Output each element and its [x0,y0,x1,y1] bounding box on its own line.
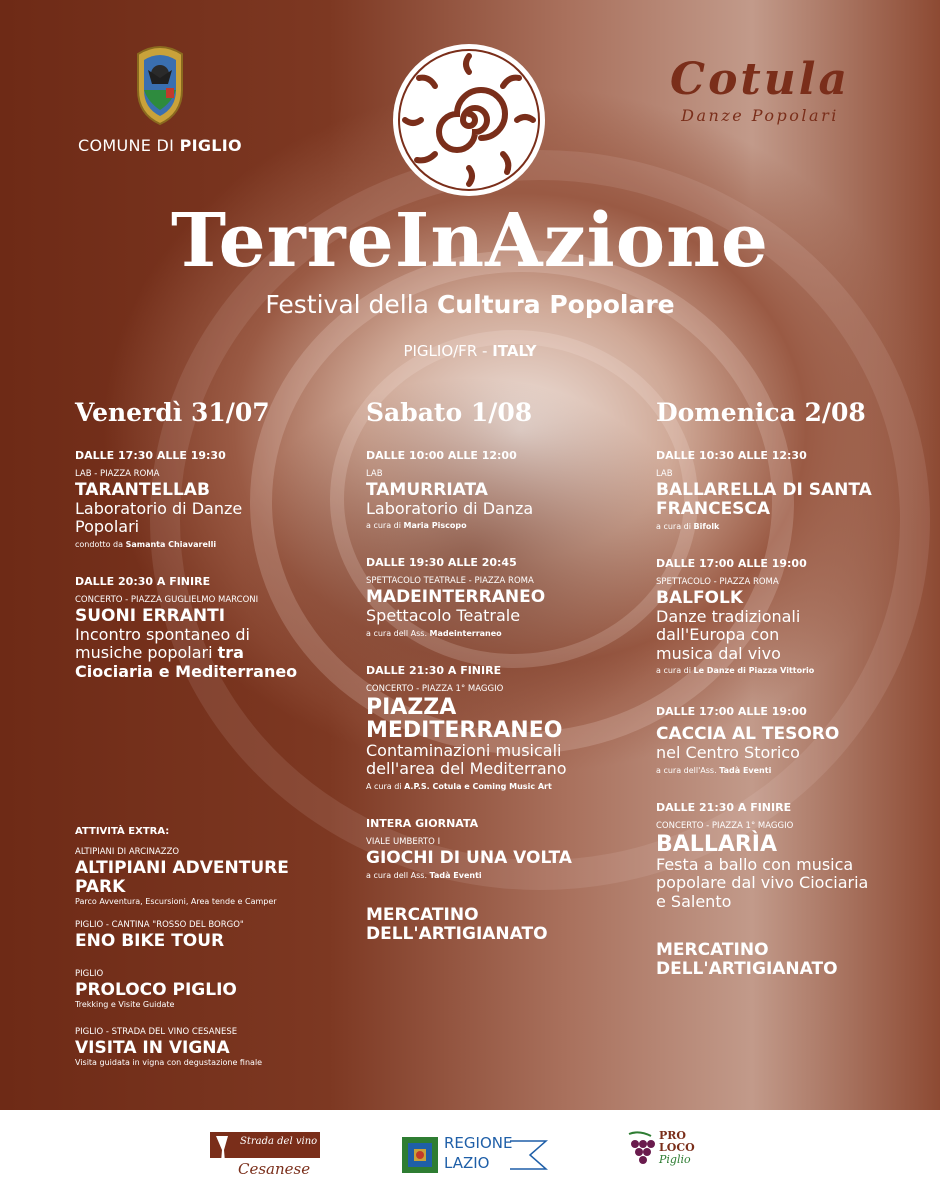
event-kind: SPETTACOLO TEATRALE - PIAZZA ROMA [366,576,534,587]
extra-item [75,920,335,951]
regione-lines-icon [510,1135,550,1175]
event-item [366,664,616,791]
event-description: Contaminazioni musicali dell'area del Mediterrano [366,741,567,779]
event-kind: CONCERTO - PIAZZA GUGLIELMO MARCONI [75,594,259,605]
event-item [656,705,896,774]
event-kind: VIALE UMBERTO I [366,836,441,847]
extra-kind: ALTIPIANI DI ARCINAZZO [75,847,180,857]
event-time: DALLE 17:30 ALLE 19:30 [75,449,226,462]
cotula-logo [640,54,880,125]
event-kind: LAB [656,469,673,479]
comune-label: COMUNE DI PIGLIO [78,136,242,155]
proloco-piglio-logo [625,1126,700,1184]
extra-name: VISITA IN VIGNA [75,1038,230,1059]
event-item [656,449,896,531]
regione-emblem-icon [400,1135,440,1175]
event-description: Incontro spontaneo di musiche popolari tra Ciociaria e Mediterraneo [75,624,298,681]
event-item [366,449,616,530]
event-item [75,575,325,681]
event-time: DALLE 10:30 ALLE 12:30 [656,449,807,462]
event-kind: LAB - PIAZZA ROMA [75,469,160,479]
event-name: SUONI ERRANTI [75,605,226,626]
event-item [366,817,616,880]
event-description: Laboratorio di Danze Popolari [75,499,243,537]
event-name: TAMURRIATA [366,480,488,500]
extra-name: ALTIPIANI ADVENTURE PARK [75,858,289,898]
event-time: DALLE 21:30 A FINIRE [656,800,792,814]
event-name: MADEINTERRANEO [366,587,546,608]
event-time: DALLE 17:00 ALLE 19:00 [656,557,807,571]
event-item [75,449,325,549]
event-name: BALLARÌA [656,831,778,857]
regione-lazio-logo [400,1132,550,1178]
day-column-friday [75,398,325,1068]
event-curator: a cura dell Ass. Madeinterraneo [366,628,502,638]
strada-name: Cesanese [238,1160,311,1178]
regione-line2: LAZIO [444,1154,490,1172]
extra-item [75,847,335,906]
event-curator: condotto da Samanta Chiavarelli [75,539,217,549]
event-time: DALLE 21:30 A FINIRE [366,663,502,677]
event-curator: a cura dell Ass. Tadà Eventi [366,870,482,880]
proloco-text: PRO LOCO Piglio [659,1129,695,1167]
extra-item [75,969,335,1009]
event-curator: a cura dell'Ass. Tadà Eventi [656,765,772,775]
festival-place: PIGLIO/FR - ITALY [403,342,537,360]
spiral-sun-logo [391,42,547,198]
extra-activities [75,826,335,1067]
event-description: nel Centro Storico [656,743,800,763]
event-time: DALLE 17:00 ALLE 19:00 [656,705,807,719]
extra-name: PROLOCO PIGLIO [75,980,237,1001]
day-column-saturday [366,398,616,944]
event-description: Laboratorio di Danza [366,499,534,519]
event-description: Spettacolo Teatrale [366,606,521,626]
extra-description: Visita guidata in vigna con degustazione finale [75,1058,263,1068]
sponsor-footer [0,1110,940,1200]
extra-name: ENO BIKE TOUR [75,931,225,952]
day-column-sunday [656,398,896,979]
extra-description: Trekking e Visite Guidate [75,1000,175,1010]
event-name: TARANTELLAB [75,480,210,500]
event-curator: a cura di Bifolk [656,522,720,532]
event-name: PIAZZA MEDITERRANEO [366,694,563,743]
closing-market: MERCATINO DELL'ARTIGIANATO [366,904,548,944]
event-kind: SPETTACOLO - PIAZZA ROMA [656,577,779,588]
coat-of-arms-icon [128,40,192,126]
event-name: CACCIA AL TESORO [656,724,840,745]
event-name: GIOCHI DI UNA VOLTA [366,847,572,868]
grape-icon [625,1130,659,1180]
extra-kind: PIGLIO - CANTINA "ROSSO DEL BORGO" [75,920,244,931]
closing-market: MERCATINO DELL'ARTIGIANATO [656,939,838,979]
extra-description: Parco Avventura, Escursioni, Area tende e Camper [75,897,277,907]
event-time: INTERA GIORNATA [366,816,479,830]
event-time: DALLE 19:30 ALLE 20:45 [366,556,517,570]
festival-subtitle: Festival della Cultura Popolare [265,290,675,319]
event-description: Festa a ballo con musica popolare dal vivo Ciociaria e Salento [656,854,869,911]
event-curator: a cura di Le Danze di Piazza Vittorio [656,666,815,676]
event-item [656,801,896,911]
event-curator: a cura di Maria Piscopo [366,521,467,531]
regione-line1: REGIONE [444,1134,513,1152]
extra-item [75,1027,335,1067]
day-heading: Venerdì 31/07 [75,398,270,427]
event-name: BALFOLK [656,588,744,609]
strada-label: Strada del vino [240,1136,318,1147]
event-kind: CONCERTO - PIAZZA 1° MAGGIO [656,820,794,831]
event-description: Danze tradizionali dall'Europa con musica dal vivo [656,607,801,663]
event-kind: LAB [366,469,383,479]
day-heading: Domenica 2/08 [656,398,866,427]
comune-logo [70,40,250,155]
event-name: BALLARELLA DI SANTA FRANCESCA [656,480,872,520]
event-kind: CONCERTO - PIAZZA 1° MAGGIO [366,683,504,694]
extra-heading: ATTIVITÀ EXTRA: [75,826,170,837]
festival-title: TerreInAzione [171,198,769,284]
strada-vino-logo [210,1128,320,1180]
extra-kind: PIGLIO [75,969,104,980]
cotula-subtitle: Danze Popolari [681,106,839,125]
event-item [366,556,616,637]
day-heading: Sabato 1/08 [366,398,533,427]
event-time: DALLE 20:30 A FINIRE [75,574,211,588]
event-time: DALLE 10:00 ALLE 12:00 [366,449,517,462]
event-item [656,557,896,675]
cotula-name: Cotula [670,54,850,105]
extra-kind: PIGLIO - STRADA DEL VINO CESANESE [75,1027,238,1038]
event-curator: A cura di A.P.S. Cotula e Coming Music Art [366,781,552,791]
